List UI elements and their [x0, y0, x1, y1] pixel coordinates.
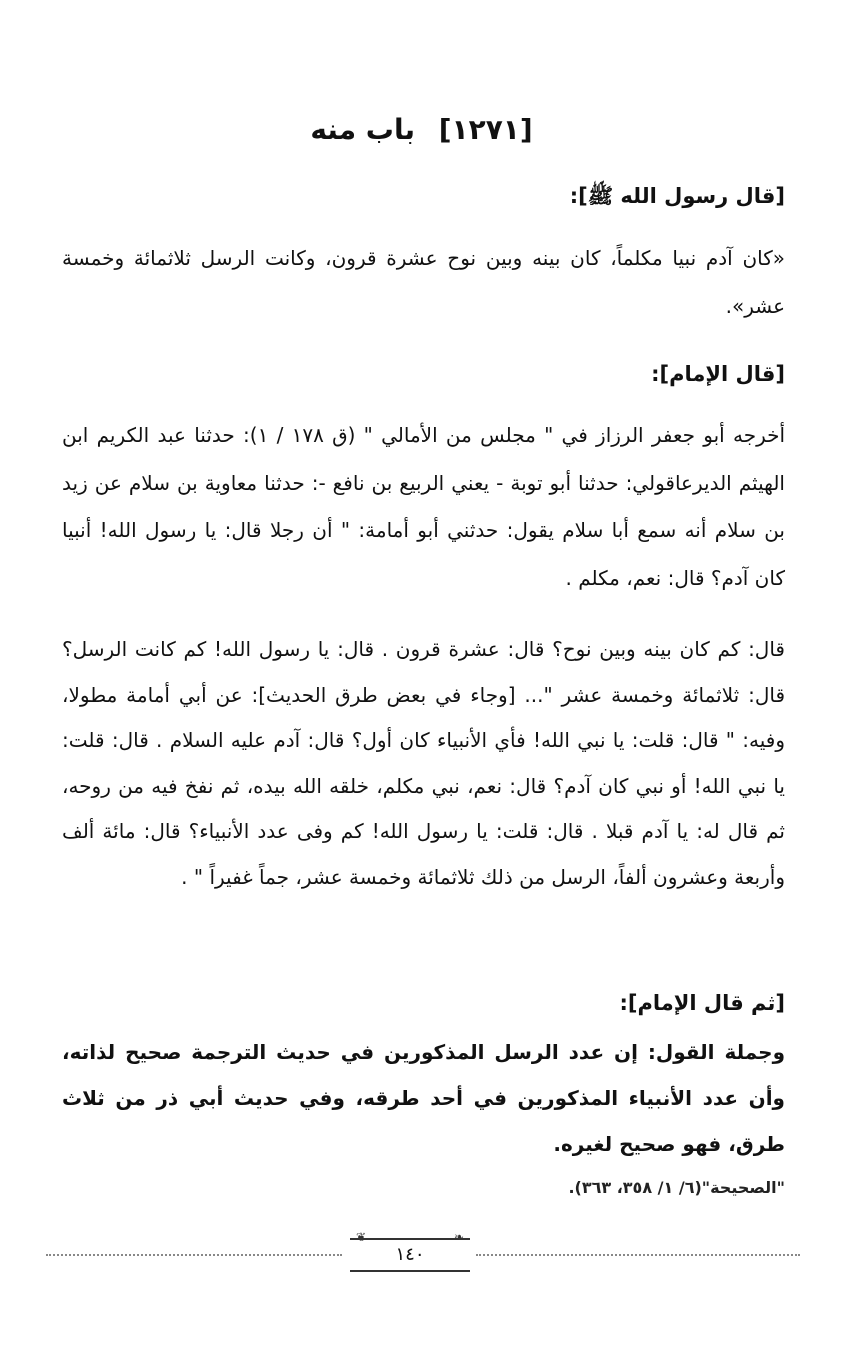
prophet-said-label: [قال رسول الله ﷺ]: [569, 184, 785, 208]
page-number: ١٤٠ [395, 1244, 425, 1265]
page-number-frame [350, 1230, 470, 1272]
ornament-icon: ❦ [355, 1230, 367, 1244]
conclusion-paragraph: وجملة القول: إن عدد الرسل المذكورين في حديث الترجمة صحيح لذاته، وأن عدد الأنبياء المذكورين في أحد طرقه، وفي حديث أبي ذر من ثلاث طرق، فهو صحيح لغيره. [62, 1040, 785, 1156]
source-reference: "الصحيحة"(٦/ ١/ ٣٥٨، ٣٦٣). [568, 1178, 785, 1197]
chapter-heading: باب منه [310, 113, 415, 146]
then-imam-said-label: [ثم قال الإمام]: [619, 991, 785, 1015]
footer-rule-left [46, 1254, 342, 1256]
takhrij-paragraph: أخرجه أبو جعفر الرزاز في " مجلس من الأمالي " (ق ١٧٨ / ١): حدثنا عبد الكريم ابن الهيثم الديرعاقولي: حدثنا أبو توبة - يعني الربيع بن نافع -: حدثنا معاوية بن سلام عن زيد بن سلام أنه سمع أبا سلام يقول: حدثني أبو أمامة: " أن رجلا قال: يا رسول الله! أنبيا كان آدم؟ قال: نعم، مكلم . [62, 423, 786, 590]
imam-said-label: [قال الإمام]: [651, 362, 785, 386]
chapter-title [0, 110, 843, 150]
chapter-number: [١٢٧١] [438, 113, 533, 146]
hadith-text: «كان آدم نبيا مكلماً، كان بينه وبين نوح عشرة قرون، وكانت الرسل ثلاثمائة وخمسة عشر». [62, 246, 785, 318]
narration-paragraph: قال: كم كان بينه وبين نوح؟ قال: عشرة قرون . قال: يا رسول الله! كم كانت الرسل؟ قال: ثلاثمائة وخمسة عشر "... [وجاء في بعض طرق الحديث]: عن أبي أمامة مطولا، وفيه: " قال: قلت: يا نبي الله! فأي الأنبياء كان أول؟ قال: آدم عليه السلام . قال: قلت: يا نبي الله! أو نبي كان آدم؟ قال: نعم، نبي مكلم، خلقه الله بيده، ثم نفخ فيه من روحه، ثم قال له: يا آدم قبلا . قال: قلت: يا رسول الله! كم وفى عدد الأنبياء؟ قال: مائة ألف وأربعة وعشرون ألفاً، الرسل من ذلك ثلاثمائة وخمسة عشر، جماً غفيراً " . [62, 637, 785, 889]
ornament-icon: ❧ [453, 1230, 465, 1244]
footer-rule-right [476, 1254, 800, 1256]
